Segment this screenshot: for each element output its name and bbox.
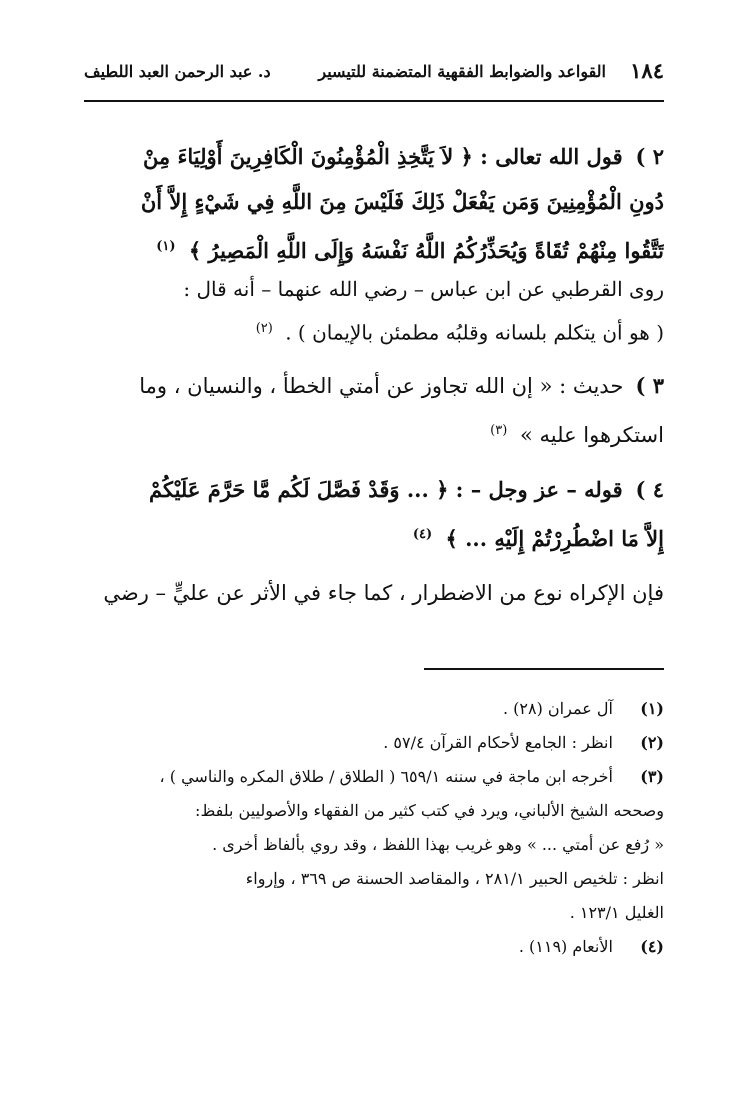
footnote-text: الأنعام (١١٩) . [518,937,613,956]
item-4-text-2: إِلاَّ مَا اضْطُرِرْتُمْ إِلَيْهِ ... ﴾ [445,526,664,551]
footnote-text: انظر : الجامع لأحكام القرآن ٥٧/٤ . [383,733,613,752]
footnote-number: (٣) [640,767,664,786]
item-4 [76,467,664,557]
footnote-2 [84,726,664,760]
item-2-text-2: دُونِ الْمُؤْمِنِينَ وَمَن يَفْعَلْ ذَلِكَ فَلَيْسَ مِنَ اللَّهِ فِي شَيْءٍ إِلاَّ أَنْ [140,189,664,214]
footnote-1 [84,692,664,726]
footnotes [84,692,664,964]
footnote-number: (١) [640,699,664,718]
item-number: ٢ ) [635,144,664,169]
item-2 [76,134,664,349]
closing-paragraph [76,571,664,616]
footnote-3-continued [84,896,664,930]
item-3-text-2: استكرهوا عليه » [520,423,664,447]
footnote-text: آل عمران (٢٨) . [502,699,613,718]
item-3-line-1 [76,363,664,408]
item-2-line-3 [76,224,664,269]
book-author: د. عبد الرحمن العبد اللطيف [84,62,271,81]
running-header [84,58,664,92]
page-number: ١٨٤ [630,58,664,83]
footnote-text: أخرجه ابن ماجة في سننه ٦٥٩/١ ( الطلاق / طلاق المكره والناسي ) ، [159,767,613,786]
item-2-line-1 [76,134,664,179]
closing-line [76,571,664,616]
item-3-line-2 [76,408,664,453]
footnote-ref-4[interactable]: (٤) [412,527,433,542]
footnote-3 [84,760,664,794]
item-3 [76,363,664,453]
footnote-number: (٤) [640,937,664,956]
narration-line-1 [76,269,664,309]
main-text [76,134,664,630]
footnote-ref-2[interactable]: (٢) [255,321,273,336]
item-2-text-3: تَتَّقُوا مِنْهُمْ تُقَاةً وَيُحَذِّرُكُمُ اللَّهُ نَفْسَهُ وَإِلَى اللَّهِ الْمَصِيرُ ﴾ [188,238,664,263]
footnote-ref-3[interactable]: (٣) [490,423,508,438]
footnote-3-continued [84,862,664,896]
item-4-text-1: قوله – عز وجل – : ﴿ ... وَقَدْ فَصَّلَ لَكُم مَّا حَرَّمَ عَلَيْكُمْ [149,477,623,502]
footnote-text: الغليل ١٢٣/١ . [569,903,664,922]
footnote-4 [84,930,664,964]
footnote-3-continued [84,828,664,862]
item-number: ٤ ) [635,477,664,502]
narration-text-2: ( هو أن يتكلم بلسانه وقلبُه مطمئن بالإيمان ) . [285,320,664,345]
header-divider [84,100,664,102]
footnote-text: وصححه الشيخ الألباني، ويرد في كتب كثير من الفقهاء والأصوليين بلفظ: [195,801,664,820]
item-2-text-1: قول الله تعالى : ﴿ لاَ يَتَّخِذِ الْمُؤْمِنُونَ الْكَافِرِينَ أَوْلِيَاءَ مِنْ [142,144,623,169]
item-3-text-1: حديث : « إن الله تجاوز عن أمتي الخطأ ، والنسيان ، وما [139,374,624,398]
item-number: ٣ ) [635,373,664,398]
footnote-divider [424,668,664,670]
footnote-ref-1[interactable]: (١) [156,239,176,254]
footnote-text: انظر : تلخيص الحبير ٢٨١/١ ، والمقاصد الحسنة ص ٣٦٩ ، وإرواء [245,869,664,888]
narration-line-2 [76,309,664,349]
footnote-3-continued [84,794,664,828]
book-title: القواعد والضوابط الفقهية المتضمنة للتيسير [318,62,606,81]
item-4-line-2 [76,512,664,557]
item-2-line-2 [76,179,664,224]
narration-text-1: روى القرطبي عن ابن عباس – رضي الله عنهما – أنه قال : [183,277,664,301]
closing-text: فإن الإكراه نوع من الاضطرار ، كما جاء في الأثر عن عليٍّ – رضي [103,581,664,605]
footnote-number: (٢) [640,733,664,752]
item-4-line-1 [76,467,664,512]
footnote-text: « رُفع عن أمتي ... » وهو غريب بهذا اللفظ ، وقد روي بألفاظ أخرى . [212,835,664,854]
